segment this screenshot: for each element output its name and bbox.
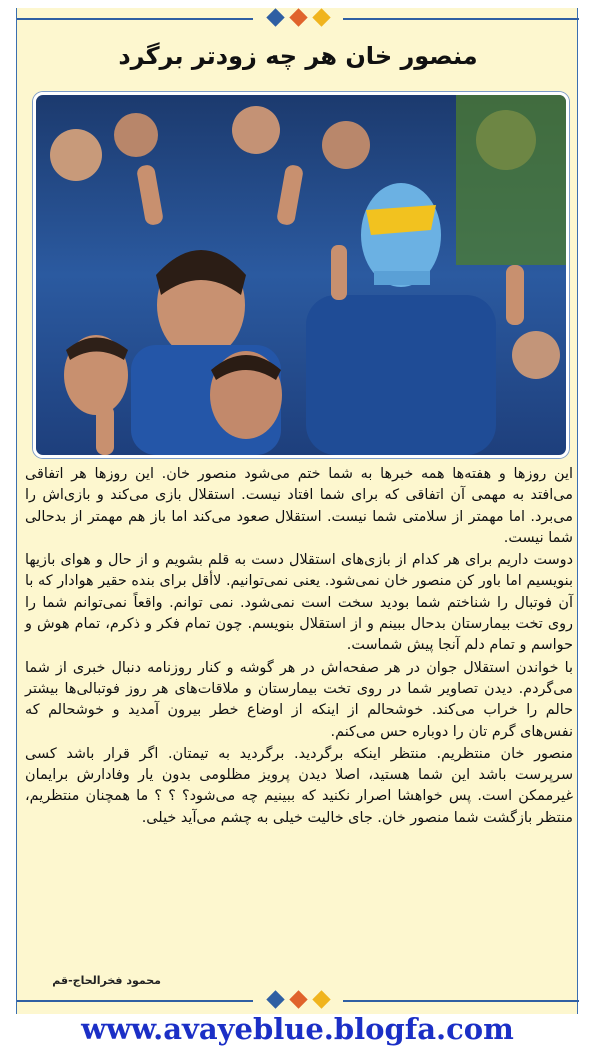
top-ornament: [17, 8, 579, 30]
yellow-diamond-icon: [312, 8, 330, 26]
author-name: محمود فخرالحاج-قم: [52, 974, 161, 987]
orange-diamond-icon: [289, 990, 307, 1008]
article-frame: [16, 8, 578, 1014]
fans-photo: [33, 92, 569, 458]
ornament-diamonds: [261, 991, 337, 1011]
ornament-line: [17, 1000, 253, 1002]
bottom-ornament: [17, 990, 579, 1012]
ornament-line: [17, 18, 253, 20]
blue-diamond-icon: [266, 990, 284, 1008]
article-body: [25, 464, 573, 830]
article-paragraph: با خواندن استقلال جوان در هر صفحه‌اش در هر گوشه و کنار روزنامه دنبال خبری از شما می‌گردم. دیدن تصاویر شما در روی تخت بیمارستان و ملاقات‌های هر روز فوتبالی‌ها بیشتر حالم را خراب می‌کند. خوشحالم از اینکه از اوضاع خطر بیرون آمدید و خوشحالم که نفس‌های گرم تان را دوباره حس می‌کنم.: [25, 659, 573, 740]
article-title: منصور خان هر چه زودتر برگرد: [118, 42, 478, 70]
article-paragraph: منصور خان منتظریم. منتظر اینکه برگردید. برگردید به تیمتان. اگر قرار باشد کسی سرپرست باشد این شما هستید، اصلا دیدن پرویز مظلومی بدون یار وفادارش برایمان غیرممکن است. پس خواهشا اصرار نکنید که ببینیم چه می‌شود؟ ؟ ؟ ما همچنان منتظریم، منتظر بازگشت شما منصور خان. جای خالیت خیلی به چشم می‌آید خیلی.: [25, 745, 573, 826]
ornament-line: [343, 18, 579, 20]
article-paragraph: دوست داریم برای هر کدام از بازی‌های استقلال دست به قلم بشویم و از حال و هوای بازیها بنویسیم اما باور کن منصور خان نمی‌شود. یعنی نمی‌توانیم. لاأقل برای بنده حقیر هوادار که با آن فوتبال را شناختم شما بودید سخت است نمی‌شود. نمی‌ توانم. واقعاً نمی‌توانم شما را روی تخت بیمارستان بدحال ببینم و از استقلال بنویسم. چون تمام فکر و ذکرم، تمام هوش و حواسم و تمام دلم آنجا پیش شماست.: [25, 552, 573, 654]
orange-diamond-icon: [289, 8, 307, 26]
fans-photo-illustration: [36, 95, 566, 455]
blue-diamond-icon: [266, 8, 284, 26]
yellow-diamond-icon: [312, 990, 330, 1008]
ornament-line: [343, 1000, 579, 1002]
blog-url-link[interactable]: www.avayeblue.blogfa.com: [81, 1012, 514, 1046]
ornament-diamonds: [261, 9, 337, 29]
article-paragraph: این روزها و هفته‌ها همه خبرها به شما ختم می‌شود منصور خان. این روزها هر اتفاقی می‌افتد به مهمی آن اتفاقی که برای شما افتاد نیست. استقلال بازی می‌کند و بازی‌اش را می‌برد. اما مهمتر از سلامتی شما نیست. استقلال صعود می‌کند اما باز هم مهمتر از بدحالی شما نیست.: [25, 466, 573, 546]
